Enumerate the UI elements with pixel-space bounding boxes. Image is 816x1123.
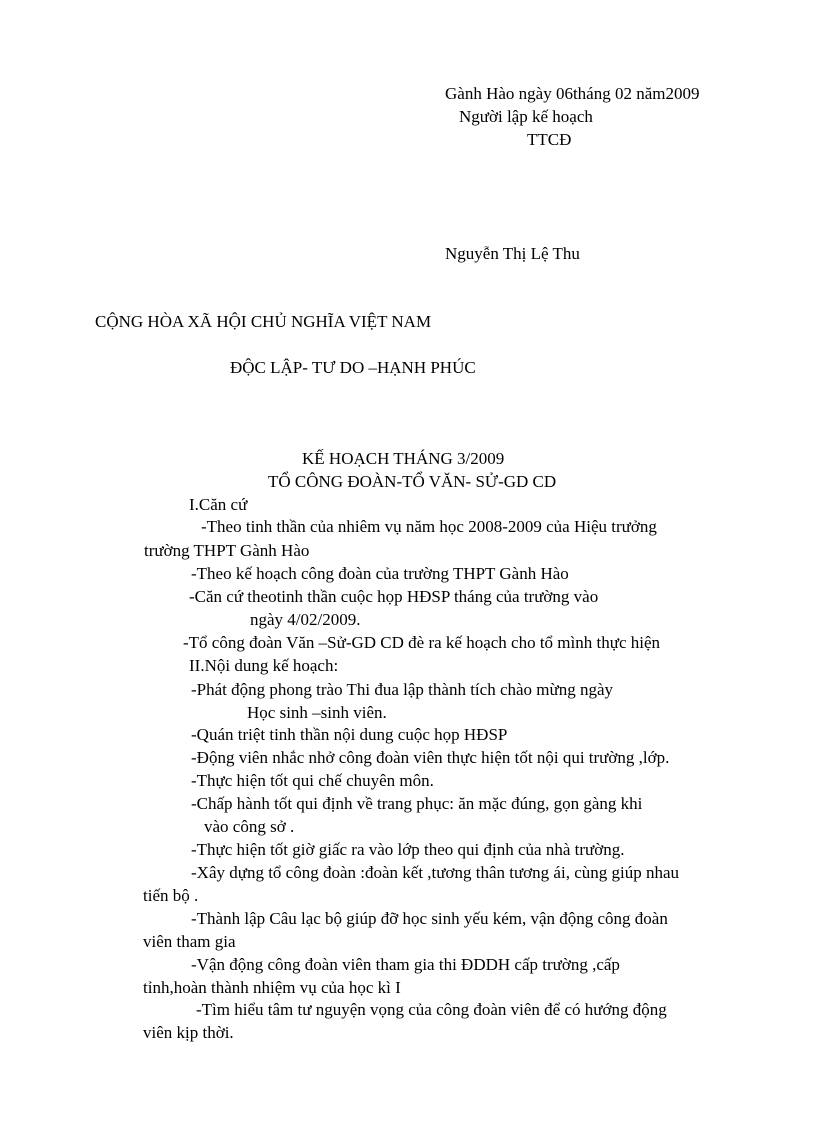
- section2-item: -Tìm hiểu tâm tư nguyện vọng của công đoàn viên để có hướng động: [196, 1000, 667, 1019]
- section2-item: -Xây dựng tổ công đoàn :đoàn kết ,tương thân tương ái, cùng giúp nhau: [191, 863, 680, 882]
- section2-item: viên kịp thời.: [143, 1023, 234, 1042]
- section2-item: -Thực hiện tốt qui chế chuyên môn.: [191, 771, 434, 790]
- section1-item: -Căn cứ theotinh thần cuộc họp HĐSP tháng của trường vào: [189, 587, 599, 606]
- national-slogan: ĐỘC LẬP- TƯ DO –HẠNH PHÚC: [230, 358, 476, 377]
- section2-item: viên tham gia: [143, 932, 236, 951]
- section2-item: -Phát động phong trào Thi đua lập thành tích chào mừng ngày: [191, 680, 614, 699]
- section1-heading: I.Căn cứ: [189, 495, 248, 514]
- section1-item: ngày 4/02/2009.: [250, 610, 361, 629]
- section2-item: tiến bộ .: [143, 886, 199, 905]
- preparer-title: Người lập kế hoạch: [459, 107, 593, 126]
- section1-item: -Tổ công đoàn Văn –Sử-GD CD đè ra kế hoạch cho tổ mình thực hiện: [183, 633, 661, 652]
- section2-item: -Thành lập Câu lạc bộ giúp đỡ học sinh yếu kém, vận động công đoàn: [191, 909, 668, 928]
- section1-item: -Theo tinh thần của nhiêm vụ năm học 2008-2009 của Hiệu trưởng: [201, 517, 657, 536]
- plan-subtitle: TỔ CÔNG ĐOÀN-TỔ VĂN- SỬ-GD CD: [268, 472, 557, 491]
- signer-name: Nguyễn Thị Lệ Thu: [445, 244, 580, 263]
- section2-item: -Quán triệt tinh thần nội dung cuộc họp HĐSP: [191, 725, 508, 744]
- section2-heading: II.Nội dung kế hoạch:: [189, 656, 339, 675]
- section2-item: -Động viên nhắc nhở công đoàn viên thực hiện tốt nội qui trường ,lớp.: [191, 748, 670, 767]
- plan-title: KẾ HOẠCH THÁNG 3/2009: [302, 449, 505, 468]
- section1-item: -Theo kế hoạch công đoàn của trường THPT Gành Hào: [191, 564, 569, 583]
- section1-item: trường THPT Gành Hào: [144, 541, 310, 560]
- section2-item: -Thực hiện tốt giờ giấc ra vào lớp theo qui định của nhà trường.: [191, 840, 625, 859]
- section2-item: -Chấp hành tốt qui định về trang phục: ăn mặc đúng, gọn gàng khi: [191, 794, 643, 813]
- section2-item: Học sinh –sinh viên.: [247, 703, 387, 722]
- section2-item: -Vận động công đoàn viên tham gia thi ĐDDH cấp trường ,cấp: [191, 955, 620, 974]
- country-name: CỘNG HÒA XÃ HỘI CHỦ NGHĨA VIỆT NAM: [95, 312, 432, 331]
- section2-item: tỉnh,hoàn thành nhiệm vụ của học kì I: [143, 978, 401, 997]
- section2-item: vào công sở .: [204, 817, 295, 836]
- place-date: Gành Hào ngày 06tháng 02 năm2009: [445, 84, 700, 103]
- preparer-role: TTCĐ: [527, 130, 572, 149]
